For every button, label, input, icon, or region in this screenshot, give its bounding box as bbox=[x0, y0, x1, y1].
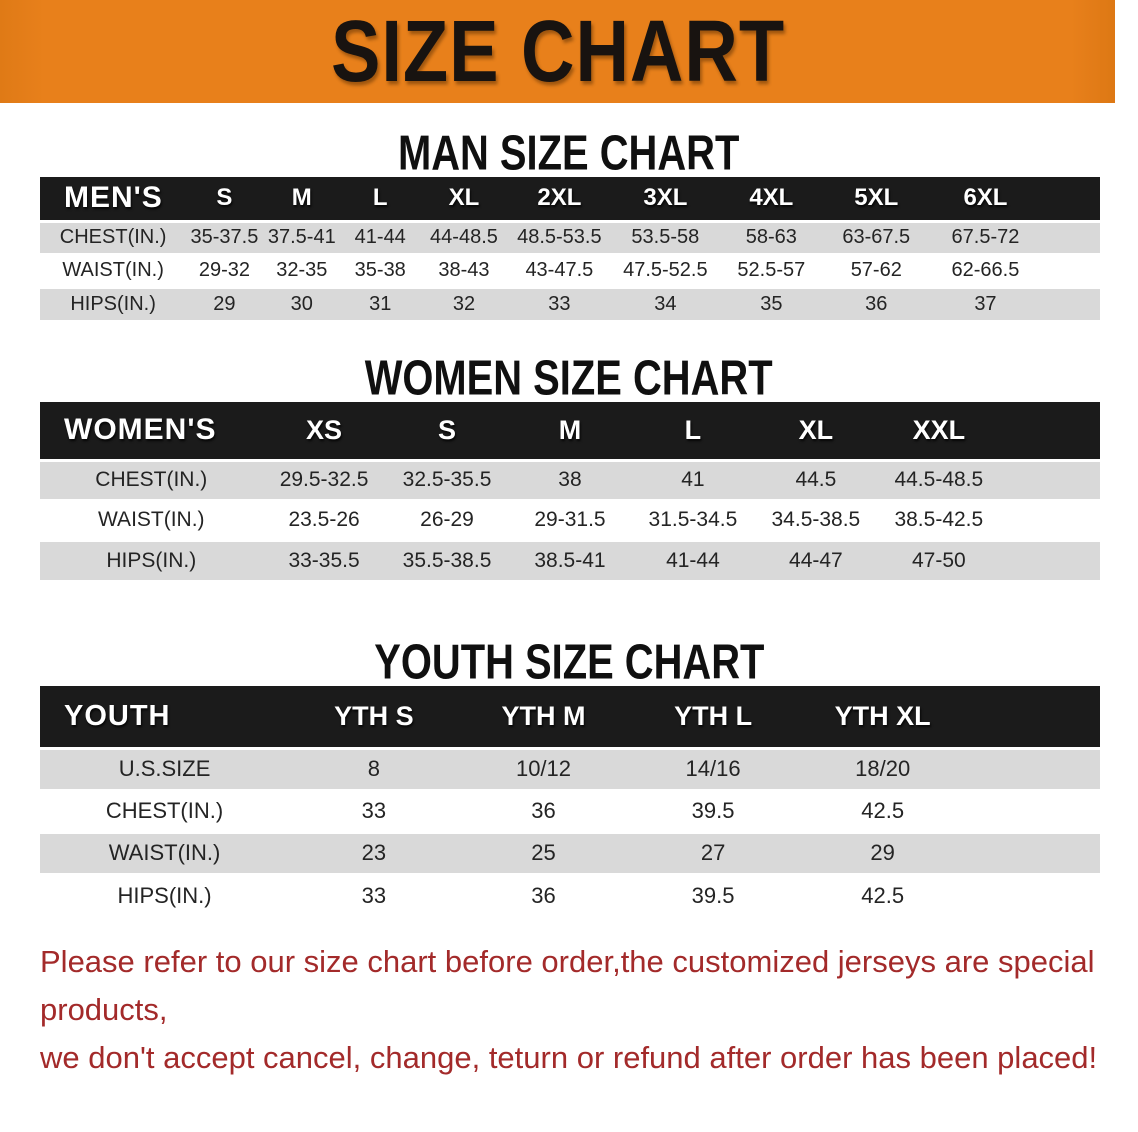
measurement-label: HIPS(IN.) bbox=[40, 540, 263, 580]
men-size-header: M bbox=[263, 177, 341, 221]
women-section-heading bbox=[0, 349, 1138, 406]
youth-section-heading bbox=[0, 633, 1138, 690]
spacer-cell bbox=[1000, 500, 1100, 540]
youth-header-row bbox=[40, 686, 1100, 748]
size-value: 47.5-52.5 bbox=[610, 254, 720, 287]
size-value: 29.5-32.5 bbox=[263, 460, 386, 500]
size-value: 10/12 bbox=[459, 748, 629, 790]
men-header-row bbox=[40, 177, 1100, 221]
size-value: 38.5-42.5 bbox=[877, 500, 1000, 540]
size-value: 35.5-38.5 bbox=[386, 540, 509, 580]
size-value: 42.5 bbox=[798, 790, 968, 832]
measurement-label: CHEST(IN.) bbox=[40, 790, 289, 832]
size-value: 32.5-35.5 bbox=[386, 460, 509, 500]
measurement-label: HIPS(IN.) bbox=[40, 287, 186, 320]
banner-title: SIZE CHART bbox=[330, 1, 785, 101]
youth-waist-row bbox=[40, 832, 1100, 874]
men-size-header: 5XL bbox=[822, 177, 930, 221]
spacer-cell bbox=[967, 686, 1100, 748]
size-value: 62-66.5 bbox=[930, 254, 1040, 287]
size-value: 58-63 bbox=[720, 221, 822, 254]
spacer-cell bbox=[967, 874, 1100, 916]
size-value: 33 bbox=[508, 287, 610, 320]
men-size-header: 3XL bbox=[610, 177, 720, 221]
youth-heading-text: YOUTH SIZE CHART bbox=[373, 633, 765, 690]
men-heading-text: MAN SIZE CHART bbox=[398, 124, 740, 181]
measurement-label: U.S.SIZE bbox=[40, 748, 289, 790]
measurement-label: CHEST(IN.) bbox=[40, 460, 263, 500]
size-value: 52.5-57 bbox=[720, 254, 822, 287]
men-category-header: MEN'S bbox=[40, 177, 186, 221]
size-value: 32-35 bbox=[263, 254, 341, 287]
size-value: 37.5-41 bbox=[263, 221, 341, 254]
spacer-cell bbox=[1041, 254, 1100, 287]
size-value: 57-62 bbox=[822, 254, 930, 287]
size-value: 41-44 bbox=[341, 221, 419, 254]
men-waist-row bbox=[40, 254, 1100, 287]
men-size-header: S bbox=[186, 177, 262, 221]
size-value: 8 bbox=[289, 748, 459, 790]
size-value: 38 bbox=[509, 460, 632, 500]
size-value: 33 bbox=[289, 790, 459, 832]
size-value: 31 bbox=[341, 287, 419, 320]
size-value: 23 bbox=[289, 832, 459, 874]
youth-size-header: YTH L bbox=[628, 686, 798, 748]
size-value: 34.5-38.5 bbox=[754, 500, 877, 540]
youth-chest-row bbox=[40, 790, 1100, 832]
size-value: 29 bbox=[186, 287, 262, 320]
size-value: 44-48.5 bbox=[419, 221, 508, 254]
size-value: 27 bbox=[628, 832, 798, 874]
size-value: 29 bbox=[798, 832, 968, 874]
spacer-cell bbox=[1000, 460, 1100, 500]
men-size-header: 4XL bbox=[720, 177, 822, 221]
men-hips-row bbox=[40, 287, 1100, 320]
youth-ussize-row bbox=[40, 748, 1100, 790]
size-value: 63-67.5 bbox=[822, 221, 930, 254]
size-value: 43-47.5 bbox=[508, 254, 610, 287]
men-size-header: XL bbox=[419, 177, 508, 221]
youth-size-header: YTH XL bbox=[798, 686, 968, 748]
women-size-header: S bbox=[386, 402, 509, 460]
size-value: 44-47 bbox=[754, 540, 877, 580]
size-value: 48.5-53.5 bbox=[508, 221, 610, 254]
disclaimer-line-2: we don't accept cancel, change, teturn or refund after order has been placed! bbox=[40, 1040, 1098, 1075]
size-value: 35-38 bbox=[341, 254, 419, 287]
size-value: 26-29 bbox=[386, 500, 509, 540]
spacer-cell bbox=[1041, 221, 1100, 254]
spacer-cell bbox=[1000, 540, 1100, 580]
measurement-label: WAIST(IN.) bbox=[40, 832, 289, 874]
women-size-header: M bbox=[509, 402, 632, 460]
size-value: 42.5 bbox=[798, 874, 968, 916]
women-header-row bbox=[40, 402, 1100, 460]
women-size-table bbox=[40, 402, 1100, 580]
size-value: 44.5-48.5 bbox=[877, 460, 1000, 500]
youth-size-header: YTH S bbox=[289, 686, 459, 748]
men-size-header: 2XL bbox=[508, 177, 610, 221]
size-value: 35-37.5 bbox=[186, 221, 262, 254]
measurement-label: WAIST(IN.) bbox=[40, 500, 263, 540]
men-chest-row bbox=[40, 221, 1100, 254]
size-value: 41 bbox=[631, 460, 754, 500]
spacer-cell bbox=[967, 748, 1100, 790]
measurement-label: WAIST(IN.) bbox=[40, 254, 186, 287]
size-value: 29-32 bbox=[186, 254, 262, 287]
men-size-table bbox=[40, 177, 1100, 320]
size-value: 35 bbox=[720, 287, 822, 320]
youth-size-table bbox=[40, 686, 1100, 916]
measurement-label: HIPS(IN.) bbox=[40, 874, 289, 916]
women-size-header: XS bbox=[263, 402, 386, 460]
size-value: 14/16 bbox=[628, 748, 798, 790]
size-value: 37 bbox=[930, 287, 1040, 320]
size-value: 39.5 bbox=[628, 790, 798, 832]
size-value: 36 bbox=[459, 790, 629, 832]
spacer-cell bbox=[967, 832, 1100, 874]
youth-size-header: YTH M bbox=[459, 686, 629, 748]
size-value: 36 bbox=[822, 287, 930, 320]
women-size-header: L bbox=[631, 402, 754, 460]
size-value: 47-50 bbox=[877, 540, 1000, 580]
men-size-header: 6XL bbox=[930, 177, 1040, 221]
size-value: 67.5-72 bbox=[930, 221, 1040, 254]
size-value: 38-43 bbox=[419, 254, 508, 287]
size-value: 38.5-41 bbox=[509, 540, 632, 580]
size-value: 33-35.5 bbox=[263, 540, 386, 580]
size-value: 53.5-58 bbox=[610, 221, 720, 254]
spacer-cell bbox=[1041, 177, 1100, 221]
size-value: 32 bbox=[419, 287, 508, 320]
women-size-header: XXL bbox=[877, 402, 1000, 460]
spacer-cell bbox=[1041, 287, 1100, 320]
size-value: 39.5 bbox=[628, 874, 798, 916]
size-value: 44.5 bbox=[754, 460, 877, 500]
size-value: 33 bbox=[289, 874, 459, 916]
women-waist-row bbox=[40, 500, 1100, 540]
men-size-header: L bbox=[341, 177, 419, 221]
order-disclaimer bbox=[40, 938, 1110, 1082]
size-value: 41-44 bbox=[631, 540, 754, 580]
women-chest-row bbox=[40, 460, 1100, 500]
men-section-heading bbox=[0, 124, 1138, 181]
size-value: 29-31.5 bbox=[509, 500, 632, 540]
size-value: 36 bbox=[459, 874, 629, 916]
women-category-header: WOMEN'S bbox=[40, 402, 263, 460]
size-value: 30 bbox=[263, 287, 341, 320]
women-size-header: XL bbox=[754, 402, 877, 460]
size-value: 25 bbox=[459, 832, 629, 874]
size-value: 34 bbox=[610, 287, 720, 320]
youth-hips-row bbox=[40, 874, 1100, 916]
measurement-label: CHEST(IN.) bbox=[40, 221, 186, 254]
women-heading-text: WOMEN SIZE CHART bbox=[365, 349, 773, 406]
size-value: 18/20 bbox=[798, 748, 968, 790]
size-chart-banner bbox=[0, 0, 1115, 103]
disclaimer-line-1: Please refer to our size chart before order,the customized jerseys are special products, bbox=[40, 944, 1095, 1027]
spacer-cell bbox=[967, 790, 1100, 832]
women-hips-row bbox=[40, 540, 1100, 580]
size-value: 31.5-34.5 bbox=[631, 500, 754, 540]
youth-category-header: YOUTH bbox=[40, 686, 289, 748]
spacer-cell bbox=[1000, 402, 1100, 460]
size-value: 23.5-26 bbox=[263, 500, 386, 540]
